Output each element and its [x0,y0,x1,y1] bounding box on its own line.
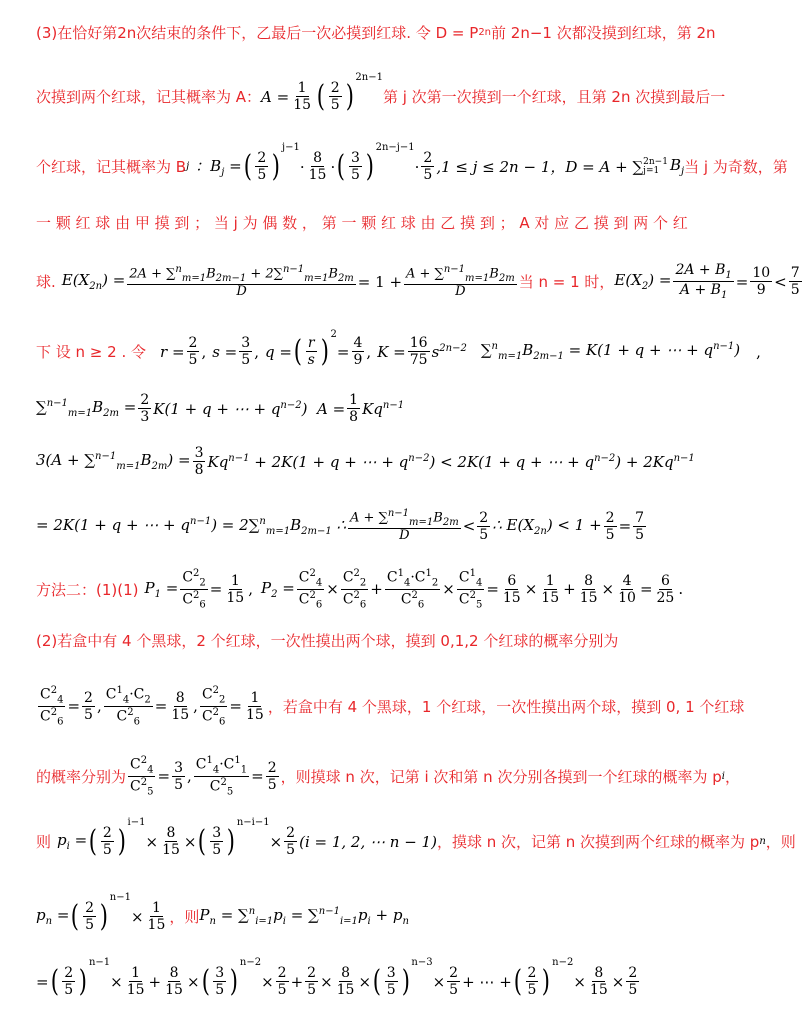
line-10-text: 方法二：(1)(1) [36,580,139,599]
line-14-text-a: 则 [36,833,52,852]
line-7: $\sum^{n-1}_{m=1}B_{2m}$ = $\frac{2}{3}$ K(1 + q + ⋯ + $q^{n-2}$) A = $\frac{1}{8}$ $Kq^{n-1}$ [36,392,405,426]
line-2-text-a: 次摸到两个红球，记其概率为 A： [36,88,262,107]
D-sum: D = A + ∑ [565,157,644,176]
line-5: 球. $E(X_{2n})$ = $\frac{2A + \sum^n_{m=1}B_{2m-1} + 2\sum^{n-1}_{m=1}B_{2m}}{D}$ = 1 + $\frac{A + \sum^{n-1}_{m=1}B_{2m}}{D}$ 当 n = 1 时， $E(X_2)$ = $\frac{2A + B_1}{A + B_1}$ = $\frac{10}{9}$ < $\frac{7}{5}$ [36,262,800,302]
line-1 [36,22,764,43]
line-11 [36,630,764,651]
line-12: $\frac{C^2_4}{C^2_6}$ = $\frac{2}{5}$ , $\frac{C^1_4\cdot C_2}{C^2_6}$ = $\frac{8}{15}$ , $\frac{C^2_2}{C^2_6}$ = $\frac{1}{15}$ ，若盒中有 4 个黑球，1 个红球，一次性摸出两个球，摸到 0, 1 个红球 [40,685,745,728]
line-4-text: 一 颗 红 球 由 甲 摸 到 ； 当 j 为 偶 数 ， 第 一 颗 红 球 由 乙 摸 到 ； A 对 应 乙 摸 到 两 个 红 [36,214,688,232]
line-1-mid: 前 2n−1 次都没摸到红球，第 2n [491,24,716,42]
line-6: 下 设 n ≥ 2 . 令 r = $\frac{2}{5}$ , s = $\frac{3}{5}$ , q = ( $\frac{r}{s}$ ) $^2$ = $\frac{4}{9}$ , K = $\frac{16}{75}$ $s^{2n-2}$ $\sum^n_{m=1}B_{2m-1} = K(1 + q$ + ⋯ + $q^{n-1}$) , [36,329,761,369]
A-def: A = [261,87,290,106]
line-14-text-b: ，摸球 n 次，记第 n 次摸到两个红球的概率为 p [436,833,760,852]
line-15-text: ，则 [169,908,200,927]
line-10: 方法二：(1)(1) $P_1$ = $\frac{C^2_2}{C^2_6}$ = $\frac{1}{15}$ , $P_2$ = $\frac{C^2_4}{C^2_6}$ × $\frac{C^2_2}{C^2_6}$ + $\frac{C^1_4\cdot C^1_2}{C^2_6}$ × $\frac{C^1_4}{C^2_5}$ = $\frac{6}{15}$ × $\frac{1}{15}$ + $\frac{8}{15}$ × $\frac{4}{10}$ = $\frac{6}{25}$ . [36,568,684,611]
line-13-text-b: ，则摸球 n 次，记第 i 次和第 n 次分别各摸到一个红球的概率为 p [280,767,722,786]
line-11-text: (2)若盒中有 4 个黑球，2 个红球，一次性摸出两个球，摸到 0,1,2 个红球的概率分别为 [36,632,619,650]
line-1-text: (3)在恰好第2n次结束的条件下，乙最后一次必摸到红球. 令 D = P [36,24,479,42]
line-5-text-a: 球. [36,273,56,292]
line-14-text-c: ，则 [765,833,796,852]
line-5-text-b: 当 n = 1 时， [518,273,615,292]
line-6-text: 下 设 n ≥ 2 . 令 [36,343,146,362]
pi-cond: (i = 1, 2, ⋯ n − 1) [299,832,437,851]
line-2: 次摸到两个红球，记其概率为 A： A = $\frac{1}{15}$ ( $\frac{2}{5}$ ) $^{2n-1}$ 第 j 次第一次摸到一个红球，且第 2n 次摸到最后一 [36,72,726,114]
line-3-text-b: 当 j 为奇数，第 [684,158,788,177]
line-16: = ( $\frac{2}{5}$ ) $^{n-1}$ × $\frac{1}{15}$ + $\frac{8}{15}$ × ( $\frac{3}{5}$ ) $^{n-2}$ × $\frac{2}{5}$ + $\frac{2}{5}$ × $\frac{8}{15}$ × ( $\frac{3}{5}$ ) $^{n-3}$ × $\frac{2}{5}$ + ⋯ + ( $\frac{2}{5}$ ) $^{n-2}$ × $\frac{8}{15}$ × $\frac{2}{5}$ [36,957,638,999]
line-12-text: ，若盒中有 4 个黑球，1 个红球，一次性摸出两个球，摸到 0, 1 个红球 [267,697,745,716]
line-14: 则 $p_i$ = ( $\frac{2}{5}$ ) $^{i-1}$ × $\frac{8}{15}$ × ( $\frac{3}{5}$ ) $^{n-i-1}$ × $\frac{2}{5}$ (i = 1, 2, ⋯ n − 1) ，摸球 n 次，记第 n 次摸到两个红球的概率为 p n ，则 [36,817,796,859]
line-13: 的概率分别为 $\frac{C^2_4}{C^2_5}$ = $\frac{3}{5}$ , $\frac{C^1_4\cdot C^1_1}{C^2_5}$ = $\frac{2}{5}$ ，则摸球 n 次，记第 i 次和第 n 次分别各摸到一个红球的概率为 p i ， [36,755,740,798]
frac-1-15: $\frac{1}{15}$ [293,80,312,114]
cond-j: ,1 ≤ j ≤ 2n − 1， [436,158,566,177]
line-9: = 2K(1 + q + ⋯ + $q^{n-1}) = 2\sum^n_{m=1}B_{2m-1}$ ∴ $\frac{A + \sum^{n-1}_{m=1}B_{2m}}{D}$ < $\frac{2}{5}$ ∴ $E(X_{2n}) < 1$ + $\frac{2}{5}$ = $\frac{7}{5}$ [36,508,645,544]
line-4 [36,212,764,233]
line-13-text-a: 的概率分别为 [36,767,127,786]
line-3: 个红球，记其概率为 B j ：$B_j$ = ( $\frac{2}{5}$ ) $^{j-1}$ · $\frac{8}{15}$ · ( $\frac{3}{5}$ ) $^{2n-j-1}$ · $\frac{2}{5}$ ,1 ≤ j ≤ 2n − 1， D = A + ∑ 2n−1 j=1 $B_j$ 当 j 为奇数，第 [36,142,788,184]
line-8: $3(A + \sum^{n-1}_{m=1}B_{2m})$ = $\frac{3}{8}$ $Kq^{n-1} + 2K(1 + q$ + ⋯ + $q^{n-2}) < 2K(1 + q$ + ⋯ + $q^{n-2}) + 2Kq^{n-1}$ [36,445,695,479]
line-2-text-b: 第 j 次第一次摸到一个红球，且第 2n 次摸到最后一 [382,88,726,107]
line-3-text-a: 个红球，记其概率为 B [36,158,187,177]
line-1-sub: 2n [478,27,492,38]
line-15: $p_n$ = ( $\frac{2}{5}$ ) $^{n-1}$ × $\frac{1}{15}$ ，则 $P_n = \sum^n_{i=1}p_i = \sum^{n-1}_{i=1}p_i + p_n$ [36,892,409,934]
